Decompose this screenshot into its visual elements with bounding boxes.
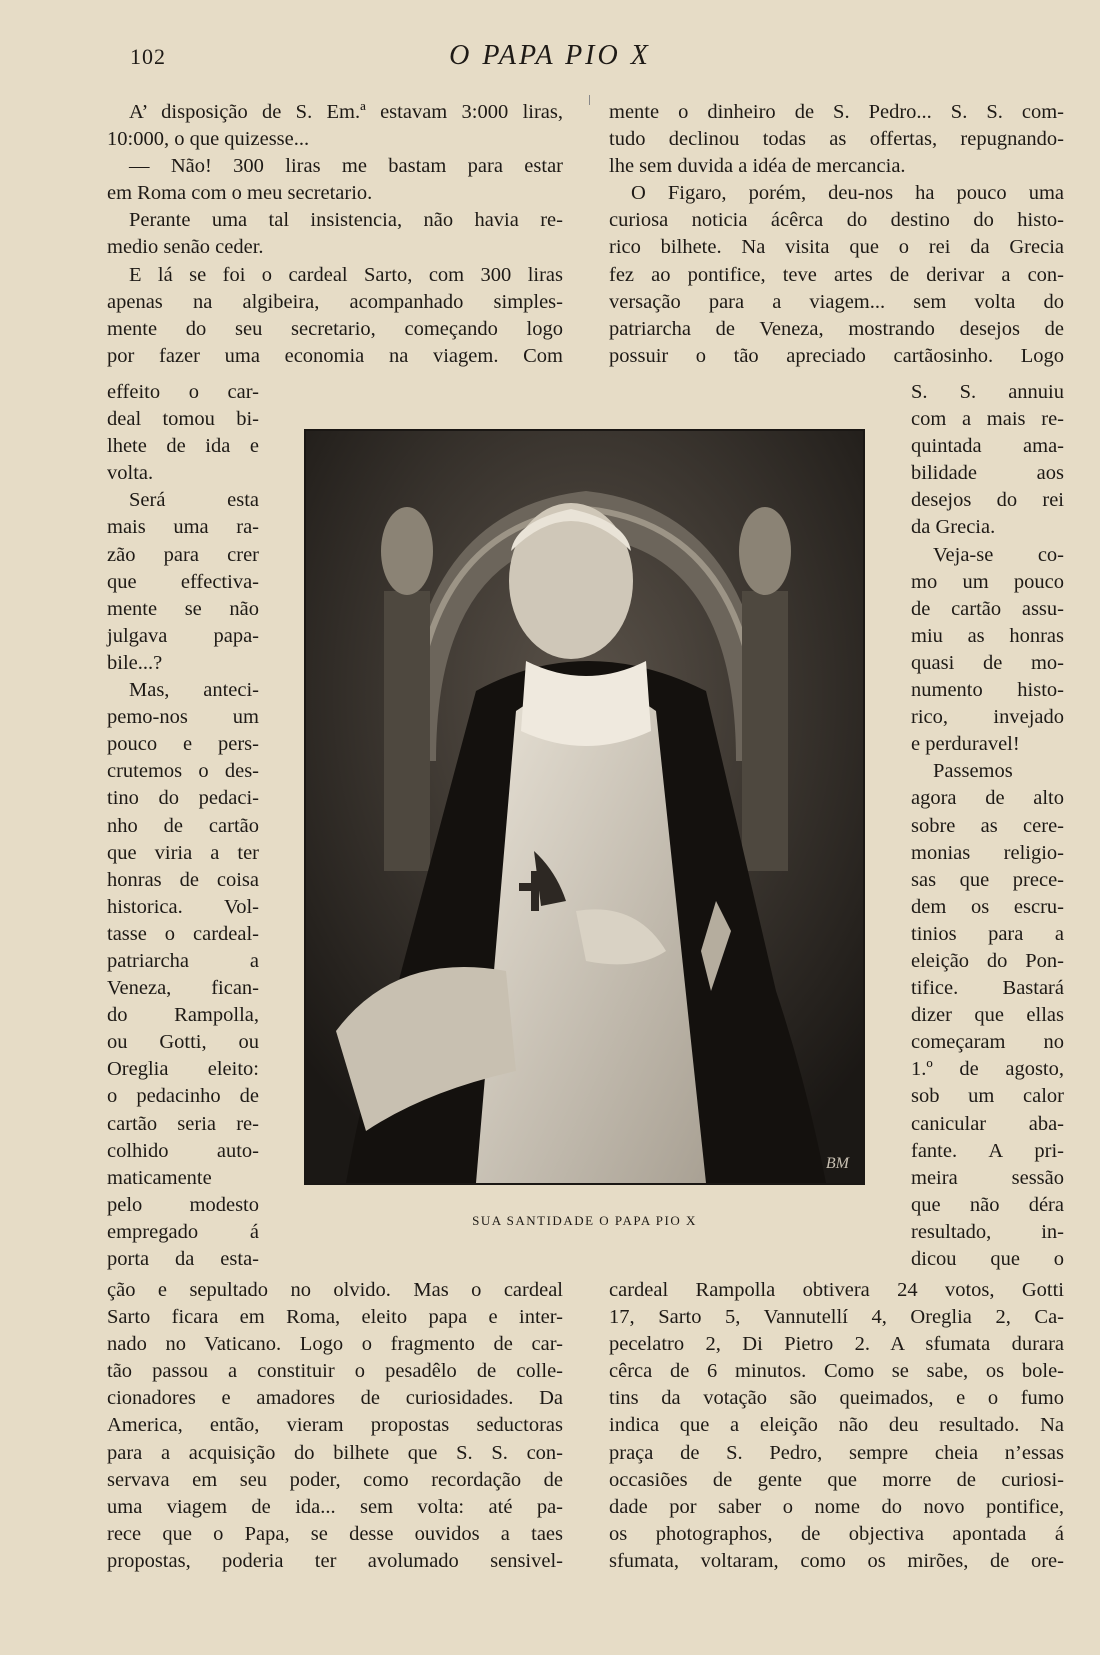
text-line: mais uma ra- [107,516,259,539]
text-line: meira sessão [911,1166,1064,1189]
text-line: cionadores e amadores de curiosidades. Da [107,1387,563,1410]
text-line: tudo declinou todas as offertas, repugnando- [609,128,1064,151]
text-line: Perante uma tal insistencia, não havia re- [129,209,563,232]
page-number: 102 [130,44,166,69]
text-line: começaram no [911,1031,1064,1054]
text-line: dicou que o [911,1248,1064,1270]
text-line: do Rampolla, [107,1004,259,1027]
text-line: empregado á [107,1220,259,1243]
text-line: monias religio- [911,841,1064,864]
text-line: em Roma com o meu secretario. [107,182,373,205]
text-line: o pedacinho de [107,1085,259,1108]
text-line: quasi de mo- [911,651,1064,674]
text-line: pemo-nos um [107,706,259,729]
photographer-signature: BM [825,1155,849,1172]
text-line: 10:000, o que quizesse... [107,128,310,151]
right-column-bottom [609,1277,1064,1575]
text-line: — Não! 300 liras me bastam para estar [129,155,563,178]
text-line: os photographos, de objectiva apontada á [609,1522,1064,1545]
text-line: uma viagem de ida... sem volta: até pa- [107,1495,563,1518]
text-line: dem os escru- [911,895,1064,918]
text-line: America, então, vieram propostas seductoras [107,1414,563,1437]
text-line: que não déra [911,1193,1064,1216]
text-line: praça de S. Pedro, sempre cheia n’essas [609,1441,1064,1464]
text-line: nho de cartão [107,814,259,837]
text-line: Oreglia eleito: [107,1058,259,1081]
text-line: eleição do Pon- [911,949,1064,972]
text-line: mo um pouco [911,570,1064,593]
text-line: volta. [107,462,154,485]
text-line: cartão seria re- [107,1112,259,1135]
text-line: com a mais re- [911,408,1064,431]
text-line: E lá se foi o cardeal Sarto, com 300 liras [129,263,563,286]
text-line: fez ao pontifice, teve artes de derivar a con- [609,263,1064,286]
text-line: tins da votação são queimados, e o fumo [609,1387,1064,1410]
text-line: numento histo- [911,679,1064,702]
right-column-narrow [911,379,1064,1273]
text-line: nado no Vaticano. Logo o fragmento de car- [107,1333,563,1356]
text-line: medio senão ceder. [107,236,264,259]
text-line: dizer que ellas [911,1004,1064,1027]
text-line: resultado, in- [911,1220,1064,1243]
text-line: dade por saber o nome do novo pontifice, [609,1495,1064,1518]
text-line: de cartão assu- [911,597,1064,620]
left-column-narrow [107,379,259,1273]
text-line: pelo modesto [107,1193,259,1216]
text-line: S. S. annuiu [911,381,1064,403]
text-line: servava em seu poder, como recordação de [107,1468,563,1491]
text-line: possuir o tão apreciado cartãosinho. Logo [609,344,1064,367]
text-line: O Figaro, porém, deu-nos ha pouco uma [631,182,1064,205]
text-line: 1.º de agosto, [911,1058,1064,1081]
text-line: que viria a ter [107,841,259,864]
text-line: Passemos [933,760,1013,783]
text-line: fante. A pri- [911,1139,1064,1162]
text-line: agora de alto [911,787,1064,810]
text-line: por fazer uma economia na viagem. Com [107,344,563,367]
text-line: Veja-se co- [933,543,1064,566]
text-line: pecelatro 2, Di Pietro 2. A sfumata durara [609,1333,1064,1356]
text-line: pouco e pers- [107,733,259,756]
text-line: deal tomou bi- [107,408,259,431]
text-line: julgava papa- [107,624,259,647]
text-line: ção e sepultado no olvido. Mas o cardeal [107,1279,563,1301]
text-line: e perduravel! [911,733,1020,756]
text-line: tinios para a [911,922,1064,945]
text-line: tasse o cardeal- [107,922,259,945]
text-line: bilidade aos [911,462,1064,485]
text-line: Será esta [129,489,259,512]
text-line: versação para a viagem... sem volta do [609,290,1064,313]
text-line: bile...? [107,651,163,674]
text-line: porta da esta- [107,1248,259,1270]
text-line: occasiões de gente que morre de curiosi- [609,1468,1064,1491]
text-line: cardeal Rampolla obtivera 24 votos, Gotti [609,1279,1064,1301]
text-line: mente o dinheiro de S. Pedro... S. S. com- [609,101,1064,123]
text-line: rico, invejado [911,706,1064,729]
text-line: crutemos o des- [107,760,259,783]
text-line: maticamente [107,1166,212,1189]
text-line: canicular aba- [911,1112,1064,1135]
text-line: patriarcha a [107,949,259,972]
text-line: lhete de ida e [107,435,259,458]
text-line: quintada ama- [911,435,1064,458]
text-line: tão passou a constituir o pesadêlo de colle- [107,1360,563,1383]
text-line: rico bilhete. Na visita que o rei da Grecia [609,236,1064,259]
right-column-top [609,99,1064,370]
text-line: tino do pedaci- [107,787,259,810]
text-line: cêrca de 6 minutos. Como se sabe, os bole- [609,1360,1064,1383]
photo-caption: SUA SANTIDADE O PAPA PIO X [472,1213,697,1228]
portrait-photo [304,429,865,1185]
text-line: lhe sem duvida a idéa de mercancia. [609,155,906,178]
text-line: sobre as cere- [911,814,1064,837]
text-line: effeito o car- [107,381,259,403]
text-line: historica. Vol- [107,895,259,918]
text-line: sas que prece- [911,868,1064,891]
text-line: Veneza, fican- [107,977,259,1000]
text-line: Mas, anteci- [129,679,259,702]
text-line: mente se não [107,597,259,620]
text-line: rece que o Papa, se desse ouvidos a taes [107,1522,563,1545]
text-line: desejos do rei [911,489,1064,512]
text-line: da Grecia. [911,516,996,539]
portrait-illustration [306,431,863,1183]
left-column-top [107,99,563,370]
text-line: honras de coisa [107,868,259,891]
text-line: propostas, poderia ter avolumado sensivel- [107,1549,563,1572]
text-line: 17, Sarto 5, Vannutellí 4, Oreglia 2, Ca- [609,1306,1064,1329]
text-line: indica que a eleição não deu resultado. Na [609,1414,1064,1437]
text-line: sob um calor [911,1085,1064,1108]
text-line: sfumata, voltaram, como os mirões, de ore- [609,1549,1064,1572]
text-line: Sarto ficara em Roma, eleito papa e inter- [107,1306,563,1329]
text-line: curiosa noticia ácêrca do destino do histo- [609,209,1064,232]
text-line: A’ disposição de S. Em.ª estavam 3:000 liras, [129,101,563,123]
text-line: que effectiva- [107,570,259,593]
running-title: O PAPA PIO X [449,40,651,71]
text-line: colhido auto- [107,1139,259,1162]
text-line: ou Gotti, ou [107,1031,259,1054]
text-line: zão para crer [107,543,259,566]
text-line: mente do seu secretario, começando logo [107,317,563,340]
text-line: para a acquisição do bilhete que S. S. con- [107,1441,563,1464]
column-divider [589,95,590,105]
left-column-bottom [107,1277,563,1575]
text-line: apenas na algibeira, acompanhado simples- [107,290,563,313]
text-line: miu as honras [911,624,1064,647]
text-line: patriarcha de Veneza, mostrando desejos de [609,317,1064,340]
text-line: tifice. Bastará [911,977,1064,1000]
